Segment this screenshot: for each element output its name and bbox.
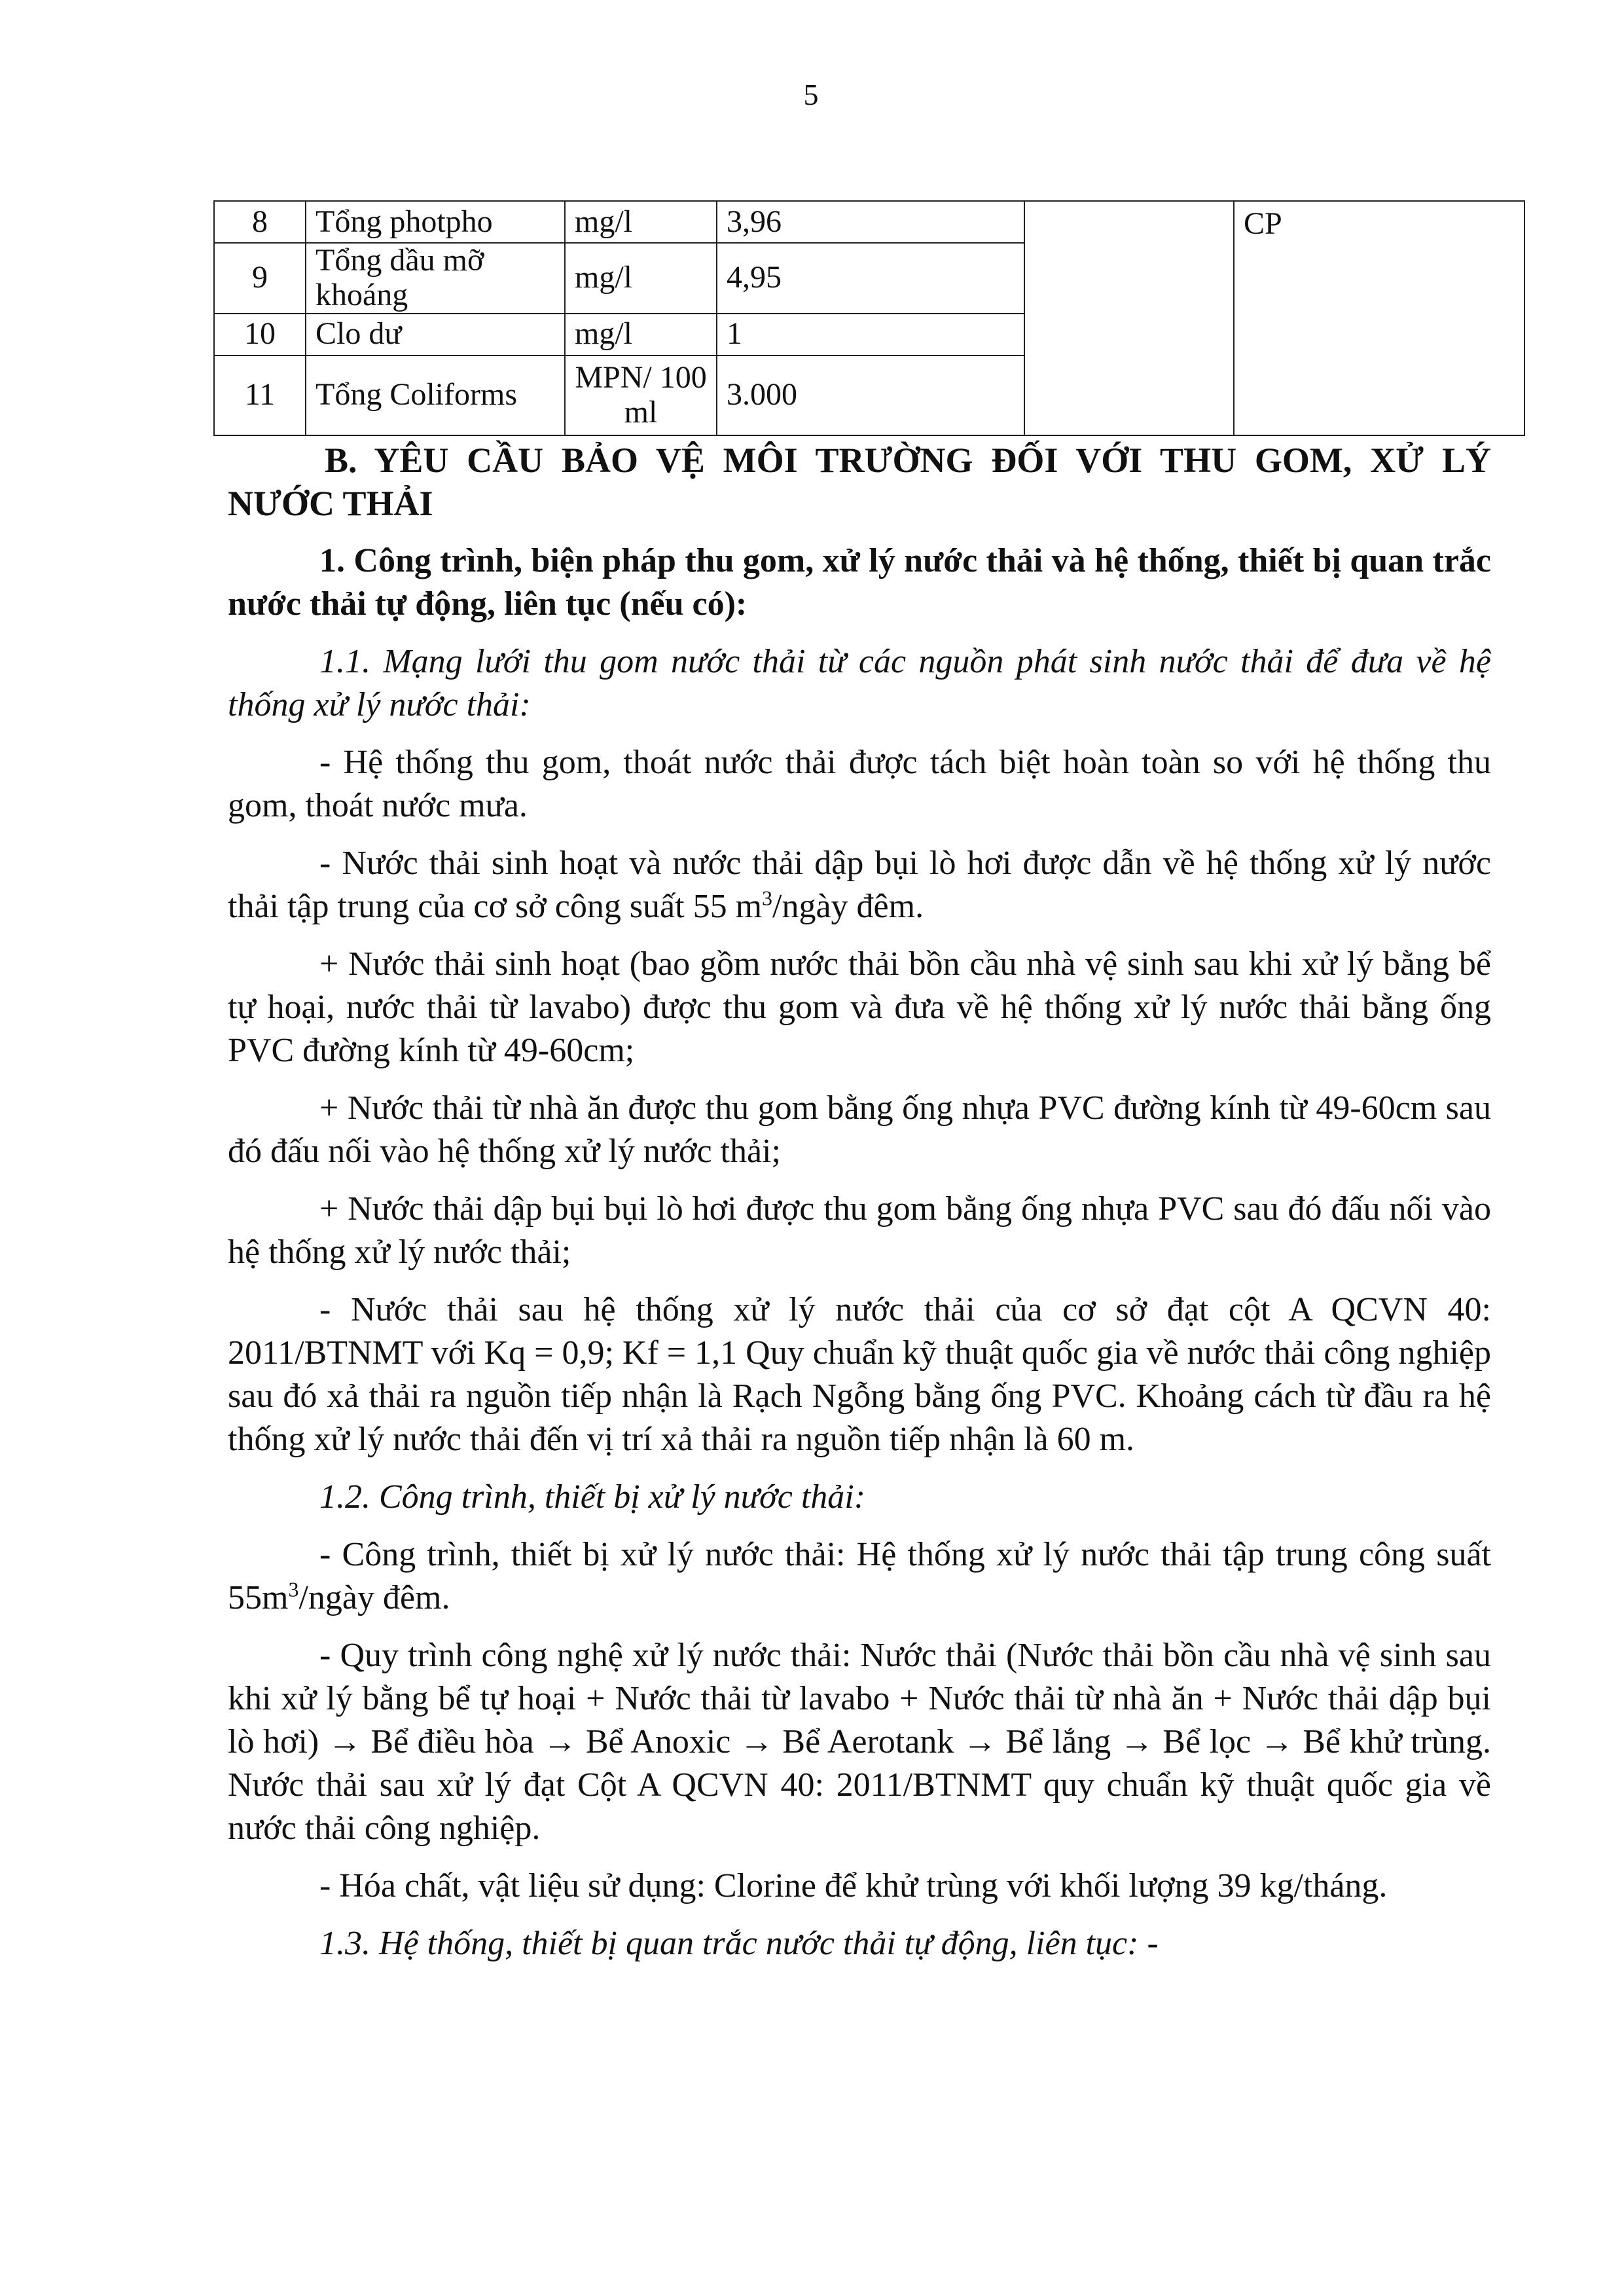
superscript: 3 (762, 886, 773, 910)
row-number: 10 (214, 314, 306, 355)
section-1-3 (228, 1922, 1491, 1965)
paragraph: - Nước thải sau hệ thống xử lý nước thải của cơ sở đạt cột A QCVN 40: 2011/BTNMT với Kq = 0,9; Kf = 1,1 Quy chuẩn kỹ thuật quốc gia về nước thải công nghiệp sau đó xả thải ra nguồn tiếp nhận là Rạch Ngỗng bằng ống PVC. Khoảng cách từ đầu ra hệ thống xử lý nước thải đến vị trí xả thải ra nguồn tiếp nhận là 60 m. (228, 1291, 1491, 1458)
parameters-table (213, 200, 1525, 436)
row-number: 8 (214, 201, 306, 243)
paragraph-text: /ngày đêm. (772, 888, 924, 925)
paragraph: + Nước thải dập bụi bụi lò hơi được thu gom bằng ống nhựa PVC sau đó đấu nối vào hệ thống xử lý nước thải; (228, 1190, 1491, 1271)
parameter-unit: mg/l (565, 243, 717, 314)
document-body (228, 439, 1491, 1980)
paragraph: - Hóa chất, vật liệu sử dụng: Clorine để khử trùng với khối lượng 39 kg/tháng. (319, 1867, 1388, 1904)
parameter-unit: mg/l (565, 201, 717, 243)
paragraph-text: - Nước thải sinh hoạt và nước thải dập bụi lò hơi được dẫn về hệ thống xử lý nước thải tập trung của cơ sở công suất 55 m (228, 845, 1491, 925)
parameter-name: Tổng dầu mỡ khoáng (306, 243, 565, 314)
paragraph: - Hệ thống thu gom, thoát nước thải được tách biệt hoàn toàn so với hệ thống thu gom, thoát nước mưa. (228, 744, 1491, 824)
parameter-value: 1 (717, 314, 1024, 355)
section-1-3-value: - (1138, 1925, 1159, 1962)
superscript: 3 (288, 1577, 299, 1601)
table-row (214, 201, 1524, 243)
paragraph: + Nước thải từ nhà ăn được thu gom bằng ống nhựa PVC đường kính từ 49-60cm sau đó đấu nối vào hệ thống xử lý nước thải; (228, 1089, 1491, 1170)
parameter-value: 3,96 (717, 201, 1024, 243)
empty-cell (1024, 201, 1234, 435)
section-1-heading: 1. Công trình, biện pháp thu gom, xử lý nước thải và hệ thống, thiết bị quan trắc nước thải tự động, liên tục (nếu có): (228, 542, 1491, 623)
parameter-unit: MPN/ 100 ml (565, 355, 717, 435)
parameter-unit: mg/l (565, 314, 717, 355)
row-number: 11 (214, 355, 306, 435)
section-1-3-heading: 1.3. Hệ thống, thiết bị quan trắc nước thải tự động, liên tục: (319, 1925, 1139, 1962)
paragraph-text: /ngày đêm. (298, 1579, 450, 1616)
parameter-value: 3.000 (717, 355, 1024, 435)
paragraph (228, 1533, 1491, 1620)
note-cell: CP (1234, 201, 1524, 435)
page-number: 5 (803, 78, 819, 111)
paragraph (228, 842, 1491, 928)
paragraph: + Nước thải sinh hoạt (bao gồm nước thải bồn cầu nhà vệ sinh sau khi xử lý bằng bể tự hoại, nước thải từ lavabo) được thu gom và đưa về hệ thống xử lý nước thải bằng ống PVC đường kính từ 49-60cm; (228, 945, 1491, 1069)
parameter-name: Tổng photpho (306, 201, 565, 243)
parameter-name: Clo dư (306, 314, 565, 355)
parameter-value: 4,95 (717, 243, 1024, 314)
parameter-name: Tổng Coliforms (306, 355, 565, 435)
row-number: 9 (214, 243, 306, 314)
paragraph-text: - Công trình, thiết bị xử lý nước thải: Hệ thống xử lý nước thải tập trung công suất 55m (228, 1536, 1491, 1616)
paragraph: - Quy trình công nghệ xử lý nước thải: Nước thải (Nước thải bồn cầu nhà vệ sinh sau khi xử lý bằng bể tự hoại + Nước thải từ lavabo + Nước thải từ nhà ăn + Nước thải dập bụi lò hơi) → Bể điều hòa → Bể Anoxic → Bể Aerotank → Bể lắng → Bể lọc → Bể khử trùng. Nước thải sau xử lý đạt Cột A QCVN 40: 2011/BTNMT quy chuẩn kỹ thuật quốc gia về nước thải công nghiệp. (228, 1637, 1491, 1847)
section-b-title: B. YÊU CẦU BẢO VỆ MÔI TRƯỜNG ĐỐI VỚI THU GOM, XỬ LÝ NƯỚC THẢI (228, 441, 1491, 523)
section-1-1-heading: 1.1. Mạng lưới thu gom nước thải từ các nguồn phát sinh nước thải để đưa về hệ thống xử lý nước thải: (228, 643, 1491, 723)
section-1-2-heading: 1.2. Công trình, thiết bị xử lý nước thải: (319, 1478, 866, 1516)
